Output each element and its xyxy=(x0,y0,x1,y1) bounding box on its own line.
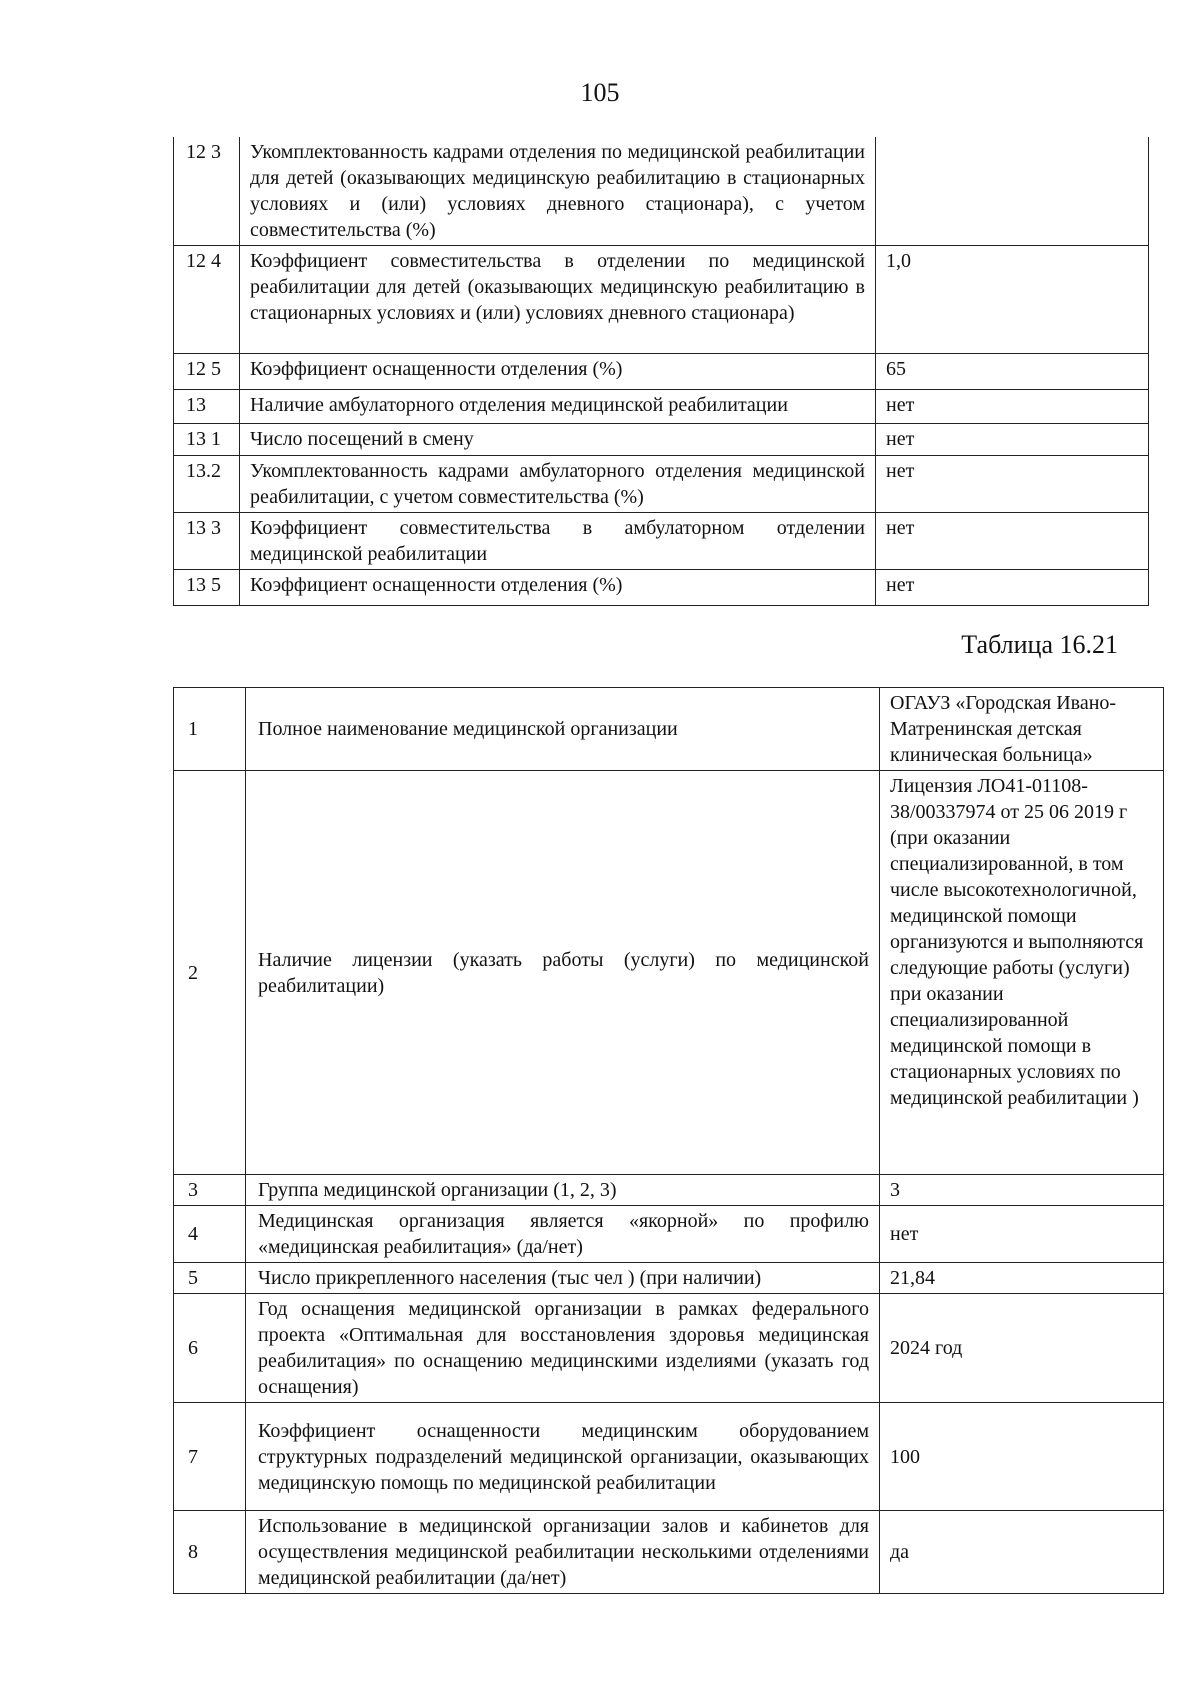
row-number: 12 4 xyxy=(174,246,240,354)
table-row xyxy=(174,1263,1164,1294)
row-description: Коэффициент оснащенности отделения (%) xyxy=(240,570,876,606)
table-row xyxy=(174,246,1149,354)
table-row xyxy=(174,390,1149,424)
table-row xyxy=(174,570,1149,606)
row-number: 4 xyxy=(174,1206,246,1263)
row-number: 1 xyxy=(174,688,246,771)
row-number: 8 xyxy=(174,1511,246,1594)
row-description: Использование в медицинской организации залов и кабинетов для осуществления медицинской реабилитации несколькими отделениями медицинской реабилитации (да/нет) xyxy=(246,1511,880,1594)
table-row xyxy=(174,354,1149,390)
row-value: нет xyxy=(876,424,1149,456)
table-row xyxy=(174,424,1149,456)
row-value: 65 xyxy=(876,354,1149,390)
row-number: 13 5 xyxy=(174,570,240,606)
row-value: 100 xyxy=(880,1403,1164,1511)
row-description: Коэффициент совместительства в отделении по медицинской реабилитации для детей (оказывающих медицинскую реабилитацию в стационарных условиях и (или) условиях дневного стационара) xyxy=(240,246,876,354)
row-description: Группа медицинской организации (1, 2, 3) xyxy=(246,1175,880,1206)
row-value xyxy=(876,137,1149,246)
row-value: 2024 год xyxy=(880,1294,1164,1403)
row-value: нет xyxy=(876,513,1149,570)
table-row xyxy=(174,1511,1164,1594)
row-value: 1,0 xyxy=(876,246,1149,354)
row-value: нет xyxy=(876,570,1149,606)
row-number: 13 xyxy=(174,390,240,424)
row-description: Медицинская организация является «якорной» по профилю «медицинская реабилитация» (да/нет) xyxy=(246,1206,880,1263)
row-description: Коэффициент оснащенности медицинским оборудованием структурных подразделений медицинской организации, оказывающих медицинскую помощь по медицинской реабилитации xyxy=(246,1403,880,1511)
row-number: 6 xyxy=(174,1294,246,1403)
row-number: 2 xyxy=(174,771,246,1175)
row-number: 12 3 xyxy=(174,137,240,246)
row-value: да xyxy=(880,1511,1164,1594)
row-description: Укомплектованность кадрами отделения по медицинской реабилитации для детей (оказывающих медицинскую реабилитацию в стационарных условиях и (или) условиях дневного стационара), с учетом совместительства (%) xyxy=(240,137,876,246)
row-value: 21,84 xyxy=(880,1263,1164,1294)
row-description: Число посещений в смену xyxy=(240,424,876,456)
table-row xyxy=(174,137,1149,246)
row-number: 7 xyxy=(174,1403,246,1511)
page-number: 105 xyxy=(580,78,620,107)
row-number: 3 xyxy=(174,1175,246,1206)
row-description: Наличие амбулаторного отделения медицинской реабилитации xyxy=(240,390,876,424)
row-number: 13 1 xyxy=(174,424,240,456)
row-value: Лицензия ЛО41-01108-38/00337974 от 25 06 2019 г (при оказании специализированной, в том числе высокотехнологичной, медицинской помощи организуются и выполняются следующие работы (услуги) при оказании специализированной медицинской помощи в стационарных условиях по медицинской реабилитации ) xyxy=(880,771,1164,1175)
table-16-21 xyxy=(173,687,1164,1594)
row-value: 3 xyxy=(880,1175,1164,1206)
table-row xyxy=(174,771,1164,1175)
row-number: 5 xyxy=(174,1263,246,1294)
table-continuation xyxy=(173,137,1149,606)
row-description: Коэффициент совместительства в амбулаторном отделении медицинской реабилитации xyxy=(240,513,876,570)
row-value: нет xyxy=(876,390,1149,424)
table-caption: Таблица 16.21 xyxy=(961,630,1118,659)
row-value: нет xyxy=(880,1206,1164,1263)
row-description: Полное наименование медицинской организации xyxy=(246,688,880,771)
table-row xyxy=(174,1403,1164,1511)
table-row xyxy=(174,1294,1164,1403)
table-row xyxy=(174,513,1149,570)
row-description: Число прикрепленного населения (тыс чел ) (при наличии) xyxy=(246,1263,880,1294)
row-value: нет xyxy=(876,456,1149,513)
table-row xyxy=(174,1206,1164,1263)
table-row xyxy=(174,456,1149,513)
row-number: 12 5 xyxy=(174,354,240,390)
row-description: Укомплектованность кадрами амбулаторного отделения медицинской реабилитации, с учетом совместительства (%) xyxy=(240,456,876,513)
row-description: Коэффициент оснащенности отделения (%) xyxy=(240,354,876,390)
row-description: Наличие лицензии (указать работы (услуги) по медицинской реабилитации) xyxy=(246,771,880,1175)
row-number: 13.2 xyxy=(174,456,240,513)
table-row xyxy=(174,1175,1164,1206)
row-description: Год оснащения медицинской организации в рамках федерального проекта «Оптимальная для восстановления здоровья медицинская реабилитация» по оснащению медицинскими изделиями (указать год оснащения) xyxy=(246,1294,880,1403)
row-value: ОГАУЗ «Городская Ивано-Матренинская детская клиническая больница» xyxy=(880,688,1164,771)
table-row xyxy=(174,688,1164,771)
row-number: 13 3 xyxy=(174,513,240,570)
